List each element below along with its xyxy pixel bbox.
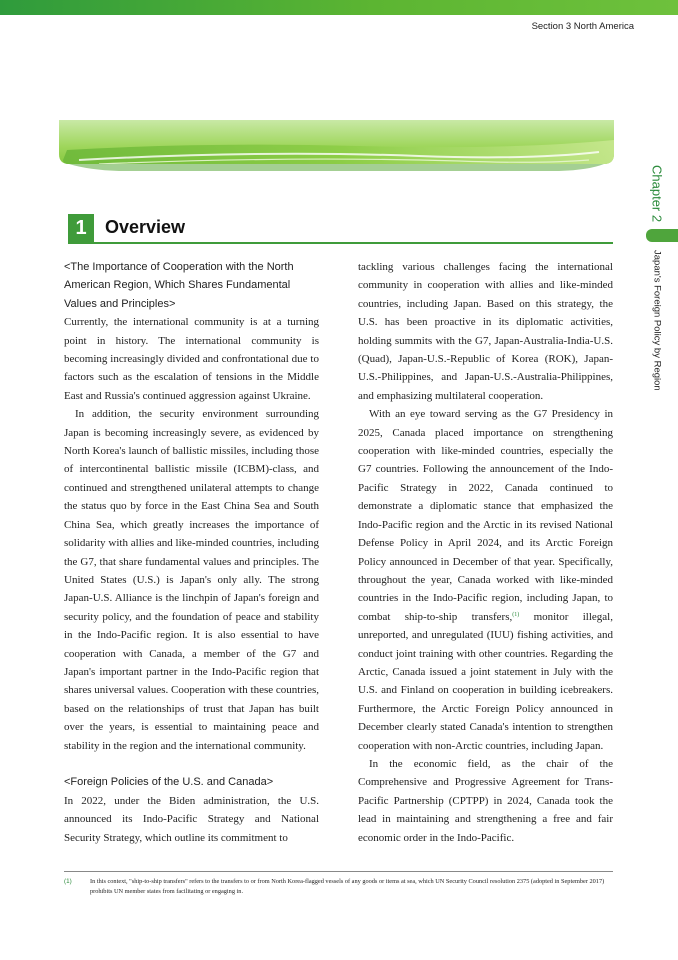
footnote-mark: (1): [64, 878, 72, 885]
section-heading-policies: <Foreign Policies of the U.S. and Canada>: [64, 776, 274, 789]
overview-rule: [68, 242, 613, 244]
section-heading-cooperation: <The Importance of Cooperation with the North American Region, Which Shares Fundamental Values and Principles>: [64, 261, 294, 310]
paragraph-canada: With an eye toward serving as the G7 Presidency in 2025, Canada placed importance on strengthening cooperation with like-minded countries, especially the G7 countries. Following the announcement of the Indo-Pacific Strategy in 2022, Canada continued to demonstrate a diplomatic stance that emphasized the Indo-Pacific region and the Arctic in its revised National Defense Policy in April 2024, and its Arctic Foreign Policy announced in December of that year. Specifically, throughout the year, Canada worked with like-minded countries in the Indo-Pacific region, including Japan, to combat ship-to-ship transfers,$^{(1)}$ monitor illegal, unreported, and unregulated (IUU) fishing activities, and conduct joint training with other countries. Regarding the Arctic, Canada issued a joint statement in July with the U.S. and Finland on cooperation in building icebreakers. Furthermore, the Arctic Foreign Policy announced in December clearly stated Canada's intention to strengthen cooperation with non-Arctic countries, including Japan.: [358, 408, 613, 752]
section-label: Section 3 North America: [531, 21, 634, 32]
overview-number: 1: [68, 214, 94, 242]
left-column: [64, 258, 319, 847]
chapter-banner: [59, 120, 614, 172]
side-chapter-title: Japan's Foreign Policy by Region: [651, 250, 663, 391]
footnote-text: In this context, "ship-to-ship transfers" refers to the transfers to or from North Korea-flagged vessels of any goods or items at sea, which UN Security Council resolution 2375 (adopted in September 2017) prohibits UN member states from facilitating or engaging in.: [90, 878, 605, 895]
paragraph: tackling various challenges facing the international community in cooperation with allies and like-minded countries, including Japan. Based on this strategy, the U.S. has been proactive in its diplomatic activities, holding summits with the G7, Japan-Australia-India-U.S. (Quad), Japan-U.S.-Republic of Korea (ROK), Japan-U.S.-Philippines, and Japan-U.S.-Australia-Philippines, and emphasizing multilateral cooperation.: [358, 261, 613, 402]
paragraph: In 2022, under the Biden administration, the U.S. announced its Indo-Pacific Strategy and National Security Strategy, which outline its commitment to: [64, 794, 319, 844]
right-column: [358, 258, 613, 847]
paragraph: In addition, the security environment surrounding Japan is becoming increasingly severe, as evidenced by North Korea's launch of ballistic missiles, including those of intercontinental ballistic missile (ICBM)-class, and continued and strengthened unilateral attempts to change the status quo by force in the East China Sea and South China Sea, which greatly increases the importance of solidarity with allies and like-minded countries, including the G7, that share fundamental values and principles. The United States (U.S.) is Japan's only ally. The strong Japan-U.S. Alliance is the linchpin of Japan's foreign and security policy, and the foundation of peace and stability in the Indo-Pacific region. It is also essential to have cooperation with Canada, a member of the G7 and Japan's important partner in the Indo-Pacific region that shares universal values. Cooperation with these countries, based on the relationships of trust that Japan has built over the years, is essential to maintaining peace and stability in the region and the international community.: [64, 408, 319, 752]
top-color-bar: [0, 0, 678, 15]
paragraph: Currently, the international community is at a turning point in history. The international community is becoming increasingly divided and confrontational due to factors such as the escalation of tensions in the Middle East and Russia's continued aggression against Ukraine.: [64, 316, 319, 402]
side-chapter-label: Chapter 2: [649, 165, 665, 223]
footnote-ref[interactable]: (1): [512, 611, 520, 618]
overview-heading: [68, 214, 613, 243]
side-chapter-tab: [646, 229, 678, 242]
footnote-rule: [64, 871, 613, 872]
overview-title: Overview: [105, 217, 186, 237]
paragraph: In the economic field, as the chair of the Comprehensive and Progressive Agreement for Trans-Pacific Partnership (CPTPP) in 2024, Canada took the lead in maintaining and strengthening a free and fair economic order in the Indo-Pacific.: [358, 757, 613, 844]
